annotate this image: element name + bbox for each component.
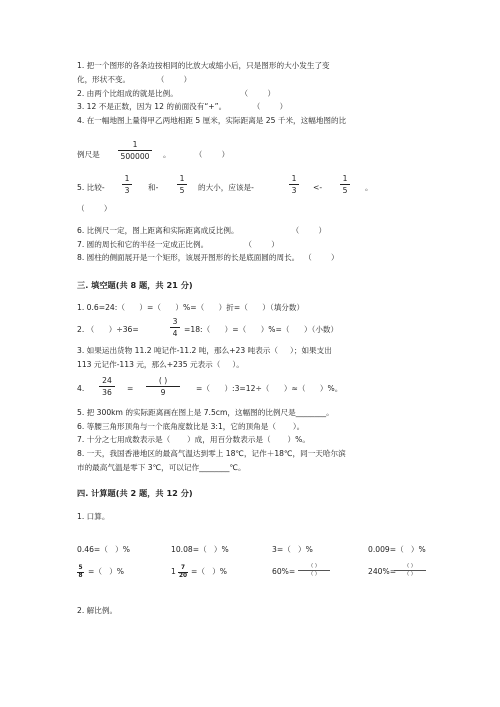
calc-sub2: 2. 解比例。 (77, 606, 118, 615)
fill-q4-f2-den: 9 (160, 388, 166, 397)
calc-r2c3-den: ( ) (310, 571, 318, 577)
fill-q2-den: 4 (172, 329, 178, 338)
fill-q2-fraction (170, 317, 180, 338)
fill-q4-f1-den: 36 (102, 388, 112, 397)
fill-q4-fraction-2 (146, 376, 180, 397)
fraction-bar (289, 184, 299, 185)
q5-f3-num: 1 (291, 174, 297, 183)
calc-r1c2: 10.08=（ ）% (171, 545, 229, 554)
fill-q4-f1-num: 24 (102, 376, 112, 385)
fraction-bar (122, 184, 132, 185)
judge-q1-line2: 化，形状不变。 （ ） (77, 75, 192, 84)
calc-r2c2-suffix: =（ ）% (191, 567, 228, 576)
calc-r2c2-whole: 1 (171, 567, 176, 576)
fill-q4-f2-num: ( ) (158, 376, 168, 385)
q5-f2-num: 1 (179, 174, 185, 183)
calc-r2c4-prefix: 240%= (368, 567, 397, 576)
scale-fraction-numerator: 1 (132, 140, 138, 149)
fraction-bar (170, 327, 180, 328)
judge-q5-less: <- (313, 183, 323, 192)
q5-f3-den: 3 (291, 186, 297, 195)
calc-r2c2-den: 20 (178, 573, 188, 579)
fill-q4-suffix: =（ ）:3=12÷（ ）≈（ ）%。 (196, 384, 343, 393)
q5-f1-num: 1 (124, 174, 130, 183)
fill-q3-line1: 3. 如果运出货物 11.2 吨记作-11.2 吨，那么+23 吨表示（ ）；如果支出 (77, 346, 332, 355)
q5-fraction-1 (122, 174, 132, 195)
judge-q2: 2. 由两个比组成的就是比例。 （ ） (77, 89, 276, 98)
judge-q5-paren: （ ） (77, 204, 112, 213)
q5-fraction-3 (289, 174, 299, 195)
calc-sub1: 1. 口算。 (77, 512, 110, 521)
fill-q8-line2: 市的最高气温是零下 3℃，可以记作________℃。 (77, 463, 246, 472)
fraction-bar (340, 184, 350, 185)
calc-r2c4-den: ( ) (406, 571, 414, 577)
calc-r2c1-suffix: =（ ）% (88, 567, 125, 576)
judge-q1-line1: 1. 把一个图形的各条边按相同的比放大或缩小后，只是图形的大小发生了变 (77, 61, 330, 70)
q5-fraction-4 (340, 174, 350, 195)
calc-r1c1: 0.46=（ ）% (77, 545, 130, 554)
fill-q4-fraction-1 (99, 376, 115, 397)
fraction-bar (177, 184, 187, 185)
judge-q5-middle: 的大小，应该是- (198, 183, 254, 192)
fill-q3-line2: 113 元记作-113 元，那么+235 元表示（ ）。 (77, 360, 244, 369)
scale-fraction-denominator: 500000 (120, 152, 150, 161)
judge-q7: 7. 圆的周长和它的半径一定成正比例。 （ ） (77, 240, 279, 249)
fraction-bar (146, 386, 180, 387)
judge-q4-suffix: 。 （ ） (163, 150, 230, 159)
fill-q6: 6. 等腰三角形顶角与一个底角度数比是 3:1，它的顶角是（ ）。 (77, 422, 305, 431)
fill-q5: 5. 把 300km 的实际距离画在图上是 7.5cm，这幅图的比例尺是________。 (77, 408, 334, 417)
calc-r2c3-prefix: 60%= (272, 567, 296, 576)
calc-r1c4: 0.009=（ ）% (368, 545, 426, 554)
judge-q8: 8. 圆柱的侧面展开是一个矩形，该展开图形的长是底面圆的周长。 （ ） (77, 253, 339, 262)
calc-r2c4-fraction (394, 563, 426, 577)
calc-r2c2-fraction (178, 565, 188, 579)
fill-q1: 1. 0.6=24:（ ）=（ ）%=（ ）折=（ ）（填分数） (77, 303, 305, 312)
scale-fraction (118, 140, 152, 161)
judge-q4-prefix: 例尺是 (77, 150, 100, 159)
calc-r2c4-num: ( ) (406, 563, 414, 569)
judge-q3: 3. 12 不是正数，因为 12 的前面没有“+”。 （ ） (77, 102, 288, 111)
q5-f1-den: 3 (124, 186, 130, 195)
fraction-bar (99, 386, 115, 387)
fill-q7: 7. 十分之七用成数表示是（ ）成，用百分数表示是（ ）%。 (77, 435, 310, 444)
fill-q4-equals: = (127, 384, 134, 393)
fill-q2-prefix: 2. （ ）÷36= (77, 325, 139, 334)
judge-q5-prefix: 5. 比较- (77, 183, 105, 192)
fill-q2-num: 3 (172, 317, 178, 326)
calc-r2c3-fraction (298, 563, 330, 577)
section-4-title: 四. 计算题(共 2 题，共 12 分) (77, 488, 193, 498)
q5-f2-den: 5 (179, 186, 185, 195)
q5-fraction-2 (177, 174, 187, 195)
calc-r2c1-num: 5 (78, 565, 83, 571)
judge-q5-and: 和- (148, 183, 159, 192)
q5-f4-num: 1 (342, 174, 348, 183)
calc-r2c3-num: ( ) (310, 563, 318, 569)
fill-q2-suffix: =18:（ ）=（ ）%=（ ）（小数） (184, 325, 339, 334)
calc-r2c2-num: 7 (180, 565, 186, 571)
fill-q8-line1: 8. 一天，我国香港地区的最高气温达到零上 18℃，记作＋18℃，同一天哈尔滨 (77, 449, 346, 458)
judge-q4-line1: 4. 在一幅地图上量得甲乙两地相距 5 厘米，实际距离是 25 千米，这幅地图的比 (77, 116, 347, 125)
calc-r1c3: 3=（ ）% (272, 545, 313, 554)
judge-q5-period: 。 (365, 183, 373, 192)
fraction-bar (118, 150, 152, 151)
q5-f4-den: 5 (342, 186, 348, 195)
judge-q6: 6. 比例尺一定，图上距离和实际距离成反比例。 （ ） (77, 226, 327, 235)
section-3-title: 三. 填空题(共 8 题，共 21 分) (77, 280, 193, 290)
fill-q4-prefix: 4. (77, 384, 85, 393)
calc-r2c1-fraction (77, 565, 84, 579)
calc-r2c1-den: 8 (78, 573, 83, 579)
